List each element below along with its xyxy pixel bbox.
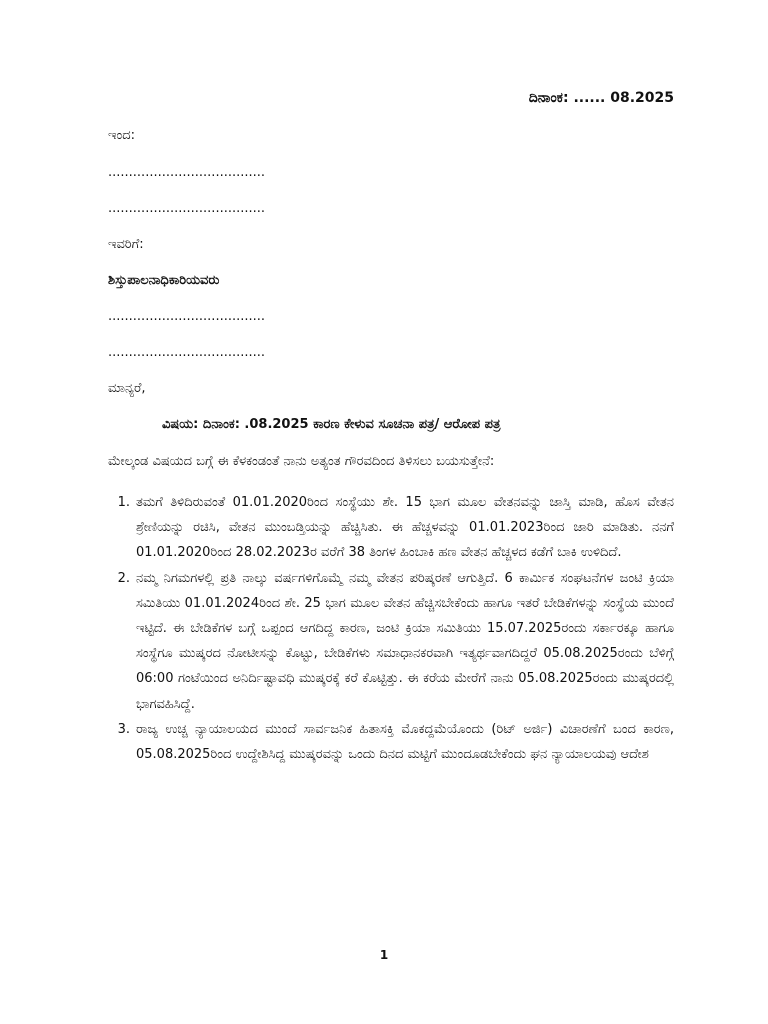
- date-label: ದಿನಾಂಕ: ......: [528, 90, 606, 106]
- list-item-text: ರಾಜ್ಯ ಉಚ್ಚ ನ್ಯಾಯಾಲಯದ ಮುಂದೆ ಸಾರ್ವಜನಿಕ ಹಿತಾಸಕ್ತಿ ಮೊಕದ್ದಮೆಯೊಂದು (ರಿಟ್ ಅರ್ಜಿ) ವಿಚಾರಣೆಗೆ ಬಂದ ಕಾರಣ, 05.08.2025ರಿಂದ ಉದ್ದೇಶಿಸಿದ್ದ ಮುಷ್ಕರವನ್ನು ಒಂದು ದಿನದ ಮಟ್ಟಿಗೆ ಮುಂದೂಡಬೇಕೆಂದು ಘನ ನ್ಯಾಯಾಲಯವು ಆದೇಶ: [136, 721, 674, 763]
- points-list: [108, 490, 674, 767]
- date-line: [529, 90, 674, 106]
- to-label: ಇವರಿಗೆ:: [108, 237, 144, 252]
- date-value: 08.2025: [610, 90, 674, 106]
- list-item: [108, 566, 674, 717]
- list-item-text: ನಮ್ಮ ನಿಗಮಗಳಲ್ಲಿ ಪ್ರತಿ ನಾಲ್ಕು ವರ್ಷಗಳಿಗೊಮ್ಮೆ ನಮ್ಮ ವೇತನ ಪರಿಷ್ಕರಣೆ ಆಗುತ್ತಿದೆ. 6 ಕಾರ್ಮಿಕ ಸಂಘಟನೆಗಳ ಜಂಟಿ ಕ್ರಿಯಾ ಸಮಿತಿಯು 01.01.2024ರಿಂದ ಶೇ. 25 ಭಾಗ ಮೂಲ ವೇತನ ಹೆಚ್ಚಿಸಬೇಕೆಂದು ಹಾಗೂ ಇತರೆ ಬೇಡಿಕೆಗಳನ್ನು ಸಂಸ್ಥೆಯ ಮುಂದೆ ಇಟ್ಟಿದೆ. ಈ ಬೇಡಿಕೆಗಳ ಬಗ್ಗೆ ಒಪ್ಪಂದ ಆಗದಿದ್ದ ಕಾರಣ, ಜಂಟಿ ಕ್ರಿಯಾ ಸಮಿತಿಯು 15.07.2025ರಂದು ಸರ್ಕಾರಕ್ಕೂ ಹಾಗೂ ಸಂಸ್ಥೆಗೂ ಮುಷ್ಕರದ ನೋಟೀಸನ್ನು ಕೊಟ್ಟು, ಬೇಡಿಕೆಗಳು ಸಮಾಧಾನಕರವಾಗಿ ಇತ್ಯರ್ಥವಾಗದಿದ್ದರೆ 05.08.2025ರಂದು ಬೆಳಿಗ್ಗೆ 06:00 ಗಂಟೆಯಿಂದ ಅನಿರ್ದಿಷ್ಟಾವಧಿ ಮುಷ್ಕರಕ್ಕೆ ಕರೆ ಕೊಟ್ಟಿತ್ತು. ಈ ಕರೆಯ ಮೇರೆಗೆ ನಾನು 05.08.2025ರಂದು ಮುಷ್ಕರದಲ್ಲಿ ಭಾಗವಹಿಸಿದ್ದೆ.: [136, 570, 674, 712]
- salutation: ಮಾನ್ಯರೆ,: [108, 381, 146, 396]
- to-line-2: ......................................: [108, 345, 266, 360]
- list-item-number: 1.: [117, 495, 130, 510]
- list-item-number: 3.: [117, 721, 130, 737]
- page-number: 1: [379, 948, 389, 962]
- from-line-1: ......................................: [108, 165, 266, 180]
- list-item: [108, 717, 674, 767]
- to-line-1: ......................................: [108, 309, 266, 324]
- recipient-officer: ಶಿಸ್ತುಪಾಲನಾಧಿಕಾರಿಯವರು: [108, 273, 220, 288]
- list-item: [108, 490, 674, 566]
- subject-line: ವಿಷಯ: ದಿನಾಂಕ: .08.2025 ಕಾರಣ ಕೇಳುವ ಸೂಚನಾ ಪತ್ರ/ ಆರೋಪ ಪತ್ರ: [162, 417, 501, 432]
- intro-paragraph: ಮೇಲ್ಕಂಡ ವಿಷಯದ ಬಗ್ಗೆ ಈ ಕೆಳಕಂಡಂತೆ ನಾನು ಅತ್ಯಂತ ಗೌರವದಿಂದ ತಿಳಿಸಲು ಬಯಸುತ್ತೇನೆ:: [108, 454, 495, 469]
- list-item-number: 2.: [117, 570, 130, 586]
- list-item-text: ತಮಗೆ ತಿಳಿದಿರುವಂತೆ 01.01.2020ರಿಂದ ಸಂಸ್ಥೆಯು ಶೇ. 15 ಭಾಗ ಮೂಲ ವೇತನವನ್ನು ಜಾಸ್ತಿ ಮಾಡಿ, ಹೊಸ ವೇತನ ಶ್ರೇಣಿಯನ್ನು ರಚಿಸಿ, ವೇತನ ಮುಂಬಡ್ತಿಯನ್ನು ಹೆಚ್ಚಿಸಿತು. ಈ ಹೆಚ್ಚಳವನ್ನು 01.01.2023ರಿಂದ ಜಾರಿ ಮಾಡಿತು. ನನಗೆ 01.01.2020ರಿಂದ 28.02.2023ರ ವರೆಗೆ 38 ತಿಂಗಳ ಹಿಂಬಾಕಿ ಹಣ ವೇತನ ಹೆಚ್ಚಳದ ಕಡೆಗೆ ಬಾಕಿ ಉಳಿದಿದೆ.: [136, 495, 674, 561]
- from-line-2: ......................................: [108, 201, 266, 216]
- from-label: ಇಂದ:: [108, 128, 135, 143]
